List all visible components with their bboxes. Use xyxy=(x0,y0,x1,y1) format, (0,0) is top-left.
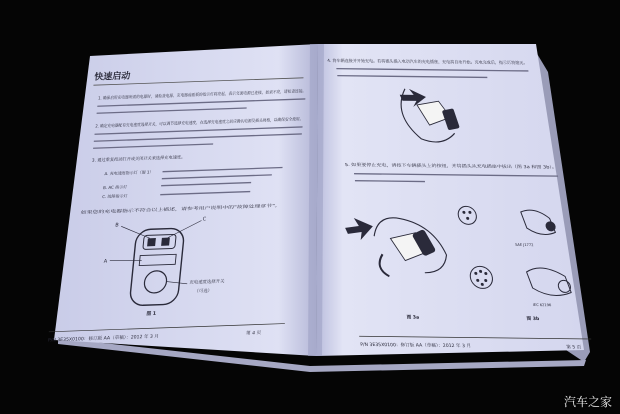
figure-1-caption: 图 1 xyxy=(146,311,157,318)
left-page-number: 第 4 页 xyxy=(245,331,262,337)
right-footer: P/N 3E35X0100：修订版 AA（草稿）：2012 年 3 月 xyxy=(360,342,472,350)
label-a: A xyxy=(103,258,108,265)
plug-1-label: SAE J1772 xyxy=(514,242,534,248)
figure-3b-caption: 图 3b xyxy=(526,316,540,323)
spine-shadow xyxy=(308,44,324,356)
label-c: C xyxy=(202,216,207,223)
switch-callout: 充电速度选择开关 xyxy=(189,279,225,286)
table-row-c: C. 故障指示灯 xyxy=(102,193,128,200)
figure-3a-caption: 图 3a xyxy=(406,315,420,321)
right-page-number: 第 5 页 xyxy=(566,345,582,351)
left-para1: 1. 确保启用充电器所需的电源时，请检查电源，充电器前面板的指示灯将亮起，表示交流电源已连接。如果不亮，请检查连接。 xyxy=(97,87,335,101)
left-heading: 快速启动 xyxy=(93,71,131,83)
table-row-b: B. AC 指示灯 xyxy=(102,184,128,191)
plug-2-label: IEC 62196 xyxy=(532,303,552,308)
right-step4: 4. 将车辆连接并开始充电。若将插头插入电动汽车的充电插座，充电将自动开始。充电完成后，指示灯将熄灭。 xyxy=(327,57,534,66)
left-footer: P/N 3E35X0100：修订版 AA（草稿）：2012 年 3 月 xyxy=(47,334,160,344)
table-row-a: A. 充电速度指示灯（图 1） xyxy=(104,169,154,177)
right-step5: 5. 如果要停止充电，请按下车辆插头上的按钮，并将插头从充电插座中拔出（图 3a 和图 3b）。 xyxy=(344,161,523,170)
left-para3: 3. 通过重复按动打开或关闭开关来选择充电速度。 xyxy=(91,154,186,163)
left-note: 如果您的充电器指示不符合以上描述，请参考用户说明中的"故障处理章节"。 xyxy=(80,204,224,215)
watermark-text: 汽车之家 xyxy=(563,395,612,409)
indicator-light-left xyxy=(147,238,156,246)
indicator-light-right xyxy=(161,238,170,246)
left-para2: 2. 确定充电器配有充电速度选择开关，可以调节选择充电速度，在选择充电速度之前应确认电源及插头规格，以确保安全使用。 xyxy=(95,115,332,129)
label-b: B xyxy=(115,222,120,229)
switch-callout-sub: （可选） xyxy=(194,288,213,295)
